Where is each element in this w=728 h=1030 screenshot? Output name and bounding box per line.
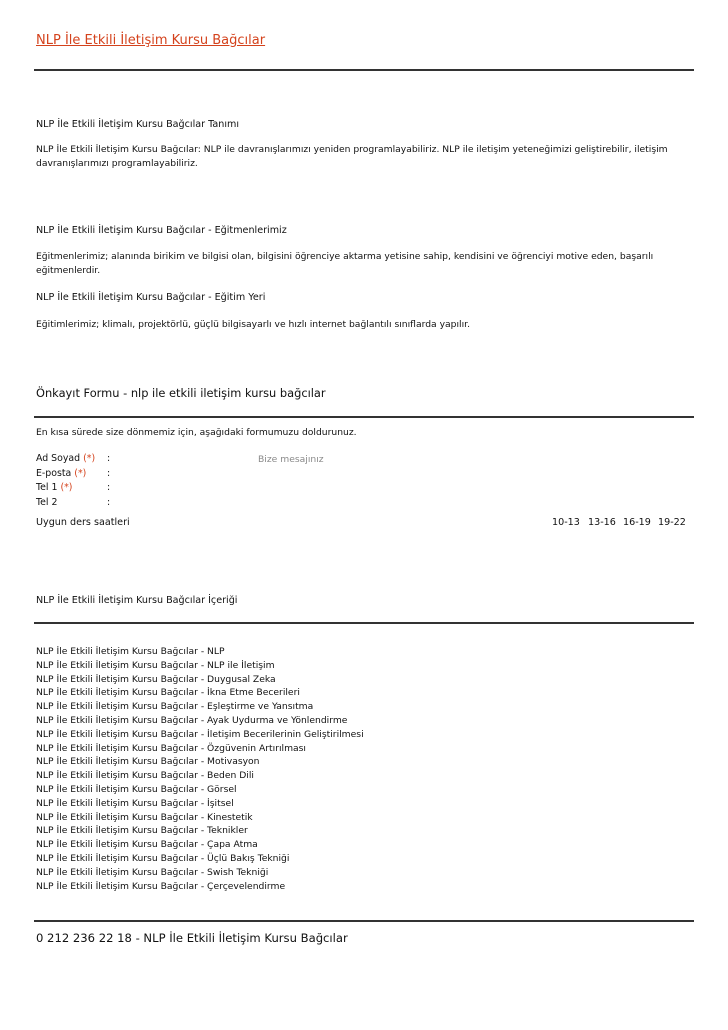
email-field-label: E-posta (*) [36,468,87,479]
divider [34,622,694,624]
form-intro: En kısa sürede size dönmemiz için, aşağıdaki formumuzu doldurunuz. [36,427,357,438]
list-item: NLP İle Etkili İletişim Kursu Bağcılar - NLP ile İletişim [36,659,275,671]
hours-label: Uygun ders saatleri [36,517,130,528]
required-mark: (*) [60,482,73,493]
colon: : [107,468,111,479]
phone1-field-label: Tel 1 (*) [36,482,73,493]
list-item: NLP İle Etkili İletişim Kursu Bağcılar - İşitsel [36,797,234,809]
name-field-label: Ad Soyad (*) [36,453,96,464]
contents-list [36,645,364,893]
list-item: NLP İle Etkili İletişim Kursu Bağcılar - Swish Tekniği [36,866,269,878]
list-item: NLP İle Etkili İletişim Kursu Bağcılar - Beden Dili [36,770,254,782]
page-title-link[interactable]: NLP İle Etkili İletişim Kursu Bağcılar [36,33,266,48]
list-item: NLP İle Etkili İletişim Kursu Bağcılar - İletişim Becerilerinin Geliştirilmesi [36,728,364,740]
contents-heading: NLP İle Etkili İletişim Kursu Bağcılar İçeriği [36,595,238,606]
instructors-text: Eğitmenlerimiz; alanında birikim ve bilgisi olan, bilgisini öğrenciye aktarma yetisine sahip, kendisini ve öğrenciyi motive eden, başarılı eğitmenlerdir. [36,251,654,276]
hour-option-10-13[interactable]: 10-13 [552,517,580,528]
form-title: Önkayıt Formu - nlp ile etkili iletişim kursu bağcılar [36,386,326,400]
list-item: NLP İle Etkili İletişim Kursu Bağcılar - Ayak Uydurma ve Yönlendirme [36,714,348,726]
location-heading: NLP İle Etkili İletişim Kursu Bağcılar - Eğitim Yeri [36,292,266,303]
footer-contact: 0 212 236 22 18 - NLP İle Etkili İletişim Kursu Bağcılar [36,931,348,945]
list-item: NLP İle Etkili İletişim Kursu Bağcılar - Motivasyon [36,756,260,768]
hour-option-13-16[interactable]: 13-16 [588,517,616,528]
required-mark: (*) [74,468,87,479]
phone1-field-row[interactable] [36,482,236,496]
list-item: NLP İle Etkili İletişim Kursu Bağcılar - Çapa Atma [36,839,258,851]
list-item: NLP İle Etkili İletişim Kursu Bağcılar - Görsel [36,783,237,795]
instructors-heading: NLP İle Etkili İletişim Kursu Bağcılar - Eğitmenlerimiz [36,225,287,236]
list-item: NLP İle Etkili İletişim Kursu Bağcılar - NLP [36,646,225,657]
list-item: NLP İle Etkili İletişim Kursu Bağcılar - Kinestetik [36,811,253,823]
list-item: NLP İle Etkili İletişim Kursu Bağcılar - İkna Etme Becerileri [36,687,300,699]
phone2-field-label: Tel 2 [36,497,58,508]
definition-text: NLP İle Etkili İletişim Kursu Bağcılar: NLP ile davranışlarımızı yeniden programlayabiliriz. NLP ile iletişim yeteneğimizi geliştirebilir, iletişim davranışlarımızı programlayabiliriz. [36,144,668,169]
divider [34,920,694,922]
list-item: NLP İle Etkili İletişim Kursu Bağcılar - Eşleştirme ve Yansıtma [36,701,314,713]
definition-heading: NLP İle Etkili İletişim Kursu Bağcılar Tanımı [36,119,240,130]
list-item: NLP İle Etkili İletişim Kursu Bağcılar - Duygusal Zeka [36,673,276,685]
divider [34,416,694,418]
hour-option-19-22[interactable]: 19-22 [658,517,686,528]
list-item: NLP İle Etkili İletişim Kursu Bağcılar - Çerçevelendirme [36,880,286,892]
email-field-row[interactable] [36,468,236,482]
location-text: Eğitimlerimiz; klimalı, projektörlü, güçlü bilgisayarlı ve hızlı internet bağlantılı sınıflarda yapılır. [36,319,470,330]
hour-option-16-19[interactable]: 16-19 [623,517,651,528]
divider [34,69,694,71]
message-textarea-placeholder[interactable]: Bize mesajınız [258,454,324,465]
colon: : [107,453,111,464]
list-item: NLP İle Etkili İletişim Kursu Bağcılar - Teknikler [36,825,248,837]
name-field-row[interactable] [36,453,236,467]
phone2-field-row[interactable] [36,497,236,511]
colon: : [107,497,111,508]
list-item: NLP İle Etkili İletişim Kursu Bağcılar - Üçlü Bakış Tekniği [36,852,290,864]
required-mark: (*) [83,453,96,464]
list-item: NLP İle Etkili İletişim Kursu Bağcılar - Özgüvenin Artırılması [36,742,306,754]
colon: : [107,482,111,493]
